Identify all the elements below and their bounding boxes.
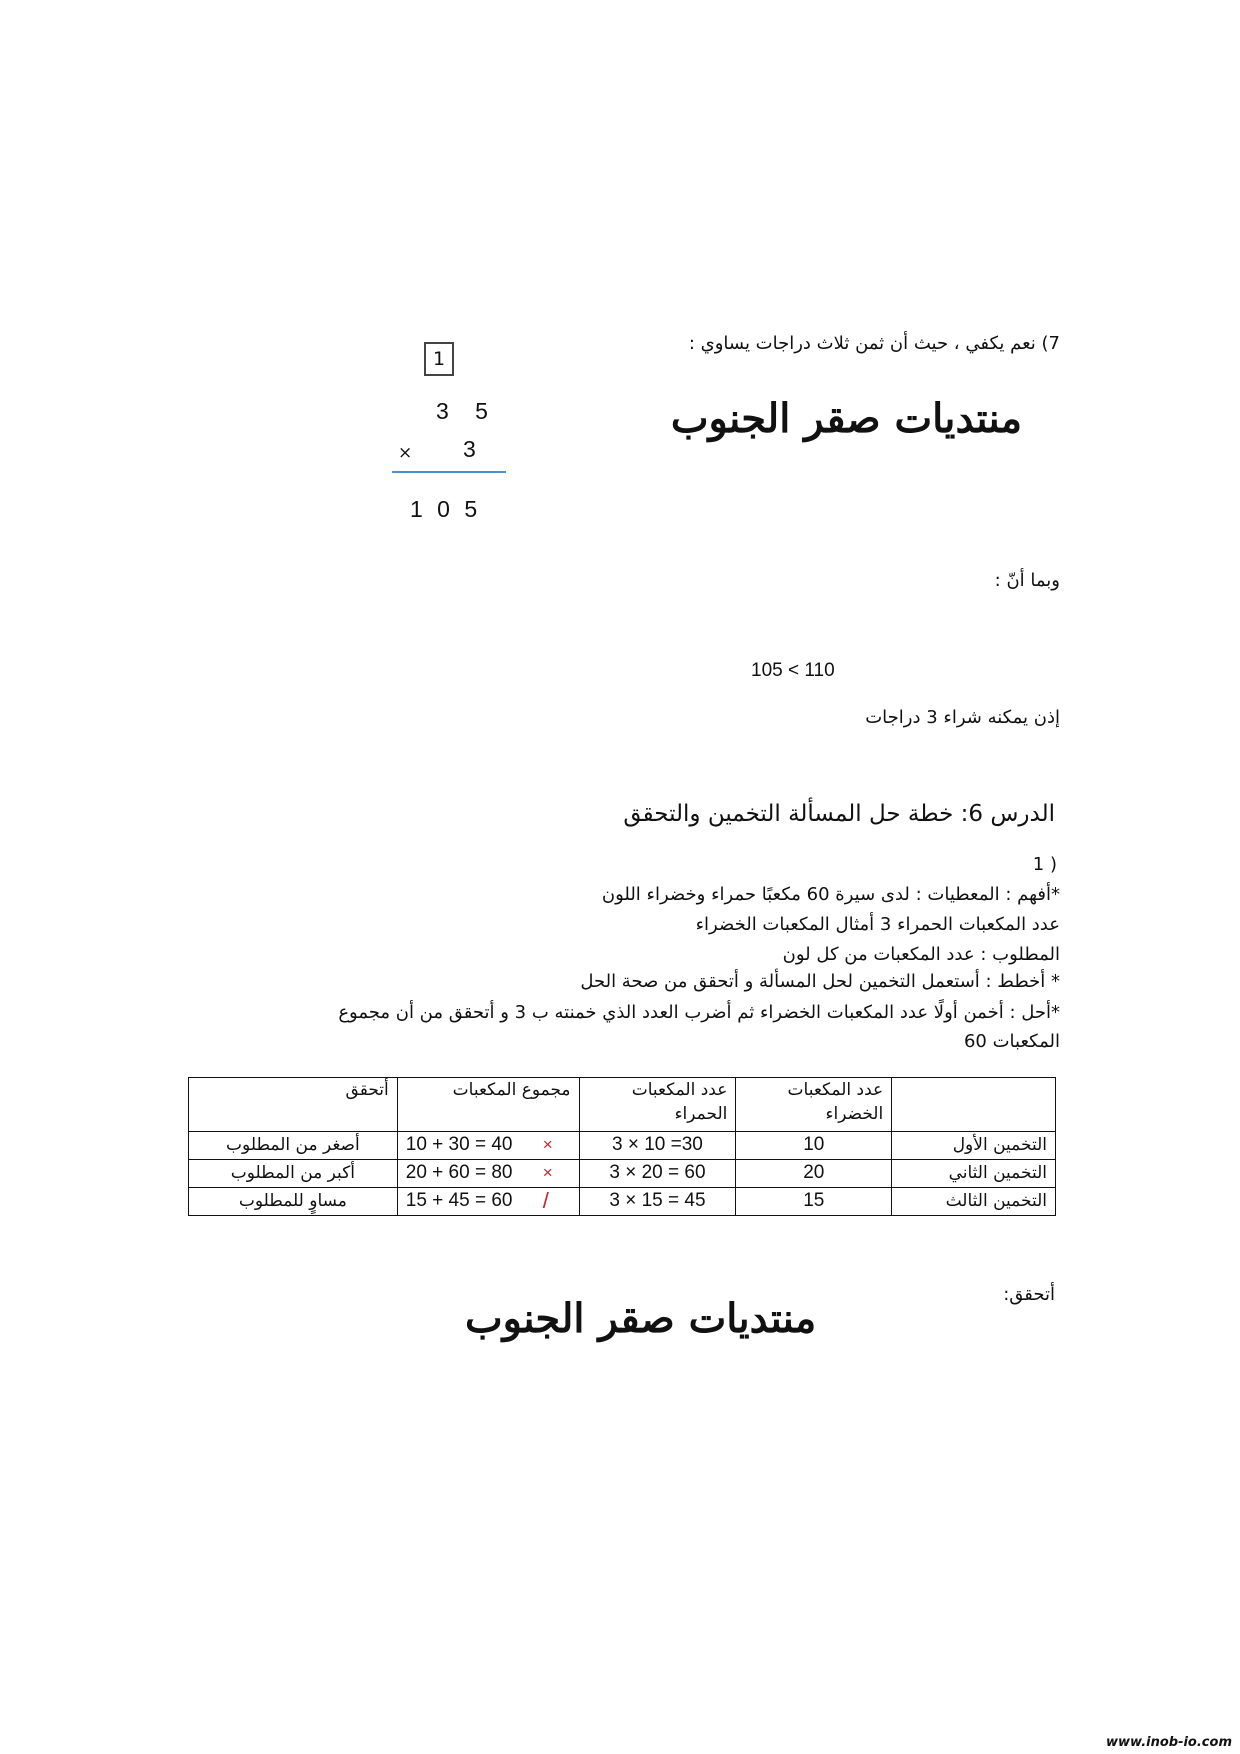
solve-text-line1: *أحل : أخمن أولًا عدد المكعبات الخضراء ثم أضرب العدد الذي خمنته ب 3 و أتحقق من أن مجموع — [338, 1002, 1060, 1023]
product: 1 0 5 — [410, 496, 482, 522]
green-count: 10 — [736, 1132, 892, 1160]
guess-label: التخمين الأول — [892, 1132, 1056, 1160]
carry-box: 1 — [424, 342, 454, 376]
since-text: وبما أنّ : — [994, 570, 1060, 591]
table-row — [189, 1188, 1056, 1216]
solve-text-line2: المكعبات 60 — [963, 1031, 1060, 1052]
header-green: عدد المكعبات الخضراء — [736, 1078, 892, 1132]
wrong-mark-icon: × — [542, 1135, 553, 1154]
wrong-mark-icon: × — [542, 1163, 553, 1182]
total-value: 20 + 60 = 80 — [405, 1162, 513, 1183]
red-count: 3 × 10 =30 — [579, 1132, 736, 1160]
item-number: 1 ) — [1032, 854, 1057, 875]
plan-text: * أخطط : أستعمل التخمين لحل المسألة و أتحقق من صحة الحل — [580, 971, 1060, 992]
red-cubes-text: عدد المكعبات الحمراء 3 أمثال المكعبات الخضراء — [695, 914, 1060, 935]
guess-label: التخمين الثاني — [892, 1160, 1056, 1188]
table-header-row — [189, 1078, 1056, 1132]
multiplicand: 3 5 — [436, 398, 498, 424]
check-result: مساوٍ للمطلوب — [189, 1188, 398, 1216]
red-count: 3 × 20 = 60 — [579, 1160, 736, 1188]
total-value: 10 + 30 = 40 — [405, 1134, 513, 1155]
watermark-top: منتديات صقر الجنوب — [670, 395, 1022, 442]
footer-link[interactable]: www.inob-io.com — [1106, 1735, 1232, 1750]
total-value: 15 + 45 = 60 — [405, 1190, 513, 1211]
guess-check-table — [188, 1077, 1056, 1216]
header-check: أتحقق — [189, 1078, 398, 1132]
multiplier: 3 — [463, 436, 486, 462]
guess-label: التخمين الثالث — [892, 1188, 1056, 1216]
table-row — [189, 1160, 1056, 1188]
comparison: 105 < 110 — [751, 660, 835, 681]
table-row — [189, 1132, 1056, 1160]
header-total: مجموع المكعبات — [397, 1078, 579, 1132]
lesson-title: الدرس 6: خطة حل المسألة التخمين والتحقق — [623, 801, 1055, 827]
verify-label: أتحقق: — [1003, 1284, 1055, 1305]
total-cell — [397, 1188, 579, 1216]
check-result: أصغر من المطلوب — [189, 1132, 398, 1160]
green-count: 15 — [736, 1188, 892, 1216]
understand-text: *أفهم : المعطيات : لدى سيرة 60 مكعبًا حمراء وخضراء اللون — [601, 884, 1060, 905]
total-cell — [397, 1132, 579, 1160]
times-sign: × — [398, 443, 413, 463]
total-cell — [397, 1160, 579, 1188]
red-count: 3 × 15 = 45 — [579, 1188, 736, 1216]
q7-intro: 7) نعم يكفي ، حيث أن ثمن ثلاث دراجات يساوي : — [688, 333, 1060, 354]
correct-mark-icon: / — [542, 1188, 549, 1213]
watermark-bottom: منتديات صقر الجنوب — [465, 1295, 817, 1342]
check-result: أكبر من المطلوب — [189, 1160, 398, 1188]
header-guess — [892, 1078, 1056, 1132]
conclusion: إذن يمكنه شراء 3 دراجات — [865, 707, 1060, 728]
multiplication-line — [392, 471, 506, 473]
green-count: 20 — [736, 1160, 892, 1188]
required-text: المطلوب : عدد المكعبات من كل لون — [782, 944, 1060, 965]
header-red: عدد المكعبات الحمراء — [579, 1078, 736, 1132]
